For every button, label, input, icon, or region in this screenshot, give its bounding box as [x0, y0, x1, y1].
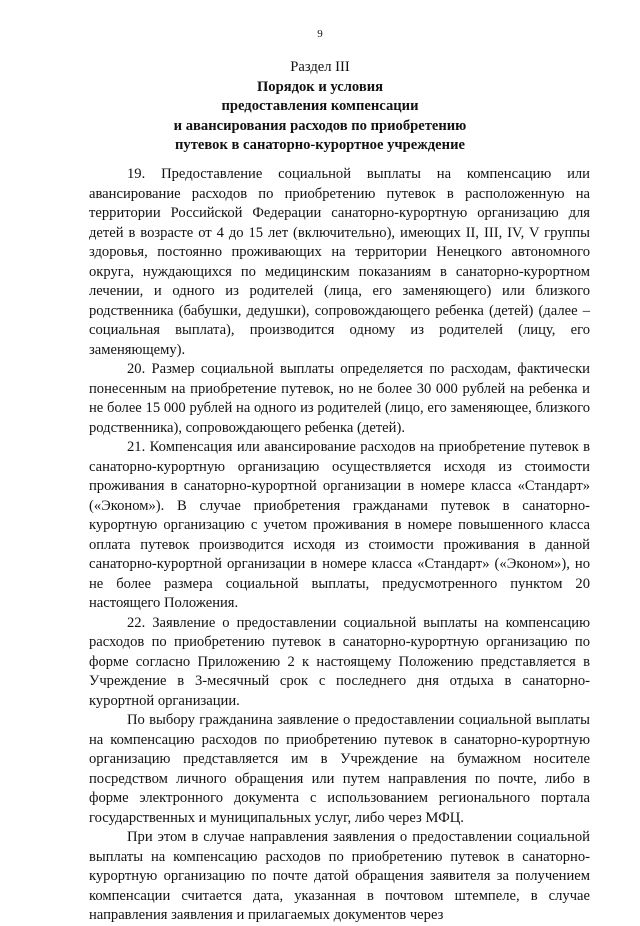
paragraph-20: 20. Размер социальной выплаты определяется по расходам, фактически понесенным на приобретение путевок, но не более 30 000 рублей на ребенка и не более 15 000 рублей на одного из родителей (лицо, его заменяющее, близкого родственника), сопровождающего ребенка (детей).: [89, 361, 590, 436]
paragraph-postal-date: При этом в случае направления заявления о предоставлении социальной выплаты на компенсацию расходов по приобретению путевок в санаторно-курортную организацию по почте датой обращения заявителя за получением компенсации считается дата, указанная в почтовом штемпеле, в случае направления заявления и прилагаемых документов через: [89, 829, 590, 923]
page-number: 9: [317, 28, 323, 40]
paragraph-submission-methods: По выбору гражданина заявление о предоставлении социальной выплаты на компенсацию расходов по приобретению путевок в санаторно-курортную организацию представляется им в Учреждение на бумажном носителе посредством личного обращения или путем направления по почте, либо в форме электронного документа с использованием регионального портала государственных и муниципальных услуг, либо через МФЦ.: [89, 712, 590, 826]
section-title-line-1: Порядок и условия: [256, 78, 384, 95]
section-title-line-3: и авансирования расходов по приобретению: [173, 117, 467, 134]
document-body: [89, 165, 590, 926]
section-label: Раздел III: [290, 59, 350, 75]
section-title-line-4: путевок в санаторно-курортное учреждение: [175, 137, 465, 153]
section-title-line-2: предоставления компенсации: [221, 98, 419, 114]
paragraph-22: 22. Заявление о предоставлении социальной выплаты на компенсацию расходов по приобретению путевок в санаторно-курортную организацию по форме согласно Приложению 2 к настоящему Положению представляется в Учреждение в 3-месячный срок с последнего дня отдыха в санаторно-курортной организации.: [89, 614, 590, 709]
paragraph-21: 21. Компенсация или авансирование расходов на приобретение путевок в санаторно-курортную организацию осуществляется исходя из стоимости проживания в санаторно-курортной организации в номере класса «Стандарт» («Эконом»). В случае приобретения гражданами путевок в санаторно-курортную организацию с учетом проживания в номере повышенного класса оплата путевок производится исходя из стоимости проживания в данной санаторно-курортной организации в номере класса «Стандарт» («Эконом»), но не более размера социальной выплаты, предусмотренного пунктом 20 настоящего Положения.: [89, 439, 590, 611]
section-heading: [0, 58, 640, 156]
paragraph-19: 19. Предоставление социальной выплаты на компенсацию или авансирование расходов по приобретению путевок в расположенную на территории Российской Федерации санаторно-курортную организацию для детей в возрасте от 4 до 15 лет (включительно), имеющих II, III, IV, V группы здоровья, постоянно проживающих на территории Ненецкого автономного округа, нуждающихся по медицинским показаниям в санаторно-курортном лечении, и одного из родителей (лица, его заменяющего) или близкого родственника (бабушки, дедушки), сопровождающего ребенка (детей) (далее – социальная выплата), производится одному из родителей (лицу, его заменяющему).: [89, 166, 590, 358]
